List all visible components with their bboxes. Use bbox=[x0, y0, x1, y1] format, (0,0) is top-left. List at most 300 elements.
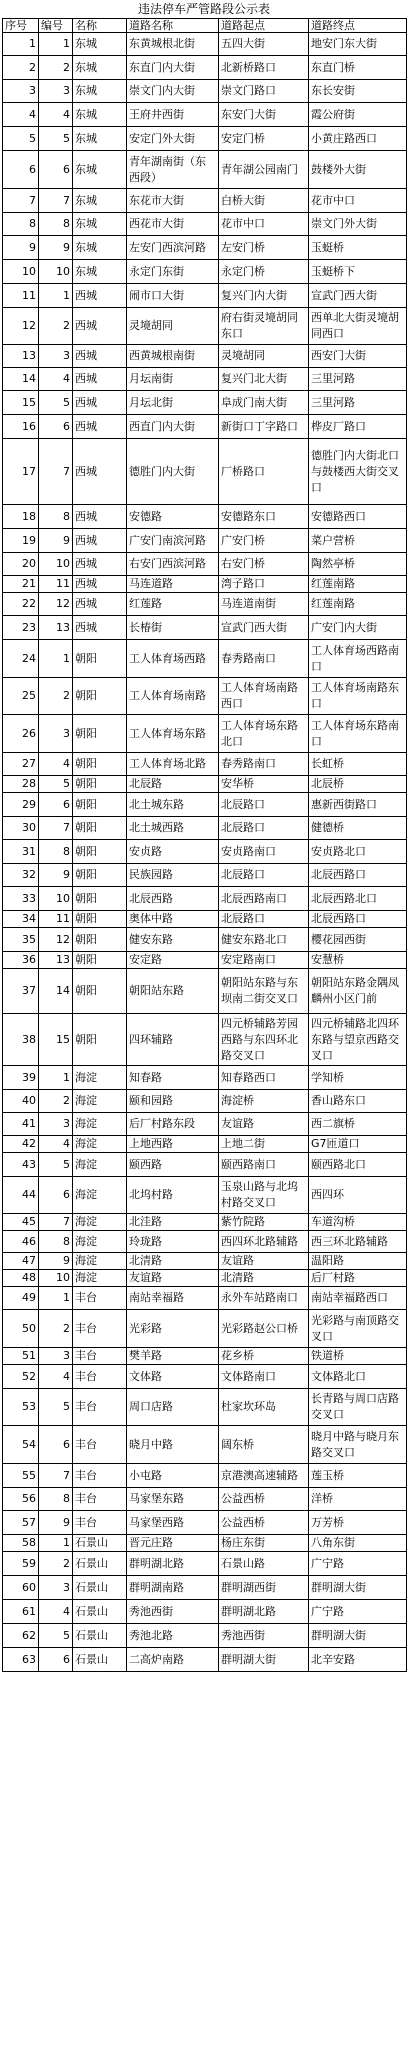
cell-no: 9 bbox=[39, 529, 73, 553]
cell-start: 四元桥辅路芳园西路与东四环北路交叉口 bbox=[219, 1014, 309, 1066]
cell-road: 二高炉南路 bbox=[127, 1648, 219, 1672]
cell-district: 石景山 bbox=[73, 1624, 127, 1648]
cell-end: 工人体育场东路南口 bbox=[309, 715, 407, 753]
cell-end: 北辛安路 bbox=[309, 1648, 407, 1672]
cell-seq: 14 bbox=[3, 368, 39, 391]
table-row bbox=[3, 213, 407, 236]
cell-end: 万芳桥 bbox=[309, 1511, 407, 1535]
cell-end: 四元桥辅路北四环东路与望京西路交叉口 bbox=[309, 1014, 407, 1066]
cell-road: 群明湖南路 bbox=[127, 1576, 219, 1600]
cell-no: 8 bbox=[39, 840, 73, 864]
cell-start: 东安门大街 bbox=[219, 103, 309, 127]
cell-end: 莲玉桥 bbox=[309, 1464, 407, 1488]
cell-seq: 31 bbox=[3, 840, 39, 864]
cell-no: 8 bbox=[39, 1488, 73, 1511]
cell-start: 湾子路口 bbox=[219, 576, 309, 593]
cell-start: 马连道南街 bbox=[219, 593, 309, 616]
cell-no: 10 bbox=[39, 887, 73, 911]
cell-start: 上地二街 bbox=[219, 1136, 309, 1153]
cell-road: 颐西路 bbox=[127, 1153, 219, 1177]
cell-start: 海淀桥 bbox=[219, 1090, 309, 1113]
table-row bbox=[3, 1287, 407, 1310]
table-row bbox=[3, 1253, 407, 1270]
cell-start: 复兴门北大街 bbox=[219, 368, 309, 391]
cell-district: 东城 bbox=[73, 260, 127, 284]
cell-district: 西城 bbox=[73, 593, 127, 616]
cell-start: 工人体育场南路西口 bbox=[219, 678, 309, 715]
cell-district: 丰台 bbox=[73, 1365, 127, 1389]
table-row bbox=[3, 1270, 407, 1287]
table-row bbox=[3, 1426, 407, 1464]
cell-road: 东黄城根北街 bbox=[127, 33, 219, 56]
page bbox=[2, 0, 406, 1672]
table-row bbox=[3, 1090, 407, 1113]
cell-seq: 19 bbox=[3, 529, 39, 553]
cell-road: 群明湖北路 bbox=[127, 1552, 219, 1576]
cell-end: 南站幸福路西口 bbox=[309, 1287, 407, 1310]
cell-road: 友谊路 bbox=[127, 1270, 219, 1287]
table-row bbox=[3, 576, 407, 593]
cell-road: 北土城西路 bbox=[127, 817, 219, 840]
cell-end: 花市中口 bbox=[309, 189, 407, 213]
table-row bbox=[3, 1552, 407, 1576]
cell-district: 西城 bbox=[73, 616, 127, 640]
cell-seq: 41 bbox=[3, 1113, 39, 1136]
cell-no: 6 bbox=[39, 1177, 73, 1214]
cell-end: 北辰西路北口 bbox=[309, 887, 407, 911]
cell-road: 红莲路 bbox=[127, 593, 219, 616]
cell-road: 左安门西滨河路 bbox=[127, 236, 219, 260]
cell-end: 玉蜓桥下 bbox=[309, 260, 407, 284]
cell-district: 海淀 bbox=[73, 1113, 127, 1136]
cell-end: 群明湖大街 bbox=[309, 1576, 407, 1600]
cell-no: 6 bbox=[39, 415, 73, 439]
cell-start: 永定门桥 bbox=[219, 260, 309, 284]
table-body bbox=[3, 33, 407, 1672]
cell-district: 海淀 bbox=[73, 1231, 127, 1253]
cell-start: 新街口丁字路口 bbox=[219, 415, 309, 439]
cell-district: 朝阳 bbox=[73, 715, 127, 753]
cell-district: 朝阳 bbox=[73, 640, 127, 678]
cell-start: 北辰路口 bbox=[219, 817, 309, 840]
table-row bbox=[3, 1113, 407, 1136]
cell-district: 朝阳 bbox=[73, 1014, 127, 1066]
table-row bbox=[3, 1511, 407, 1535]
table-row bbox=[3, 1136, 407, 1153]
cell-no: 1 bbox=[39, 284, 73, 308]
cell-end: 铁道桥 bbox=[309, 1348, 407, 1365]
cell-seq: 8 bbox=[3, 213, 39, 236]
cell-district: 丰台 bbox=[73, 1389, 127, 1426]
table-row bbox=[3, 887, 407, 911]
cell-district: 丰台 bbox=[73, 1488, 127, 1511]
cell-district: 西城 bbox=[73, 576, 127, 593]
cell-no: 8 bbox=[39, 213, 73, 236]
cell-seq: 52 bbox=[3, 1365, 39, 1389]
table-row bbox=[3, 553, 407, 576]
table-row bbox=[3, 415, 407, 439]
cell-seq: 11 bbox=[3, 284, 39, 308]
cell-seq: 50 bbox=[3, 1310, 39, 1348]
cell-district: 丰台 bbox=[73, 1348, 127, 1365]
table-row bbox=[3, 776, 407, 793]
cell-district: 石景山 bbox=[73, 1648, 127, 1672]
cell-start: 朝阳站东路与东坝南二街交叉口 bbox=[219, 969, 309, 1014]
cell-no: 11 bbox=[39, 576, 73, 593]
table-row bbox=[3, 1214, 407, 1231]
cell-end: 惠新西街路口 bbox=[309, 793, 407, 817]
cell-seq: 60 bbox=[3, 1576, 39, 1600]
table-row bbox=[3, 1348, 407, 1365]
table-row bbox=[3, 1389, 407, 1426]
cell-start: 安定路南口 bbox=[219, 952, 309, 969]
cell-seq: 25 bbox=[3, 678, 39, 715]
cell-start: 北辰西路南口 bbox=[219, 887, 309, 911]
cell-district: 东城 bbox=[73, 56, 127, 80]
cell-end: 温阳路 bbox=[309, 1253, 407, 1270]
cell-seq: 40 bbox=[3, 1090, 39, 1113]
cell-road: 晓月中路 bbox=[127, 1426, 219, 1464]
cell-no: 4 bbox=[39, 368, 73, 391]
cell-seq: 17 bbox=[3, 439, 39, 505]
cell-district: 西城 bbox=[73, 391, 127, 415]
cell-seq: 5 bbox=[3, 127, 39, 151]
cell-start: 紫竹院路 bbox=[219, 1214, 309, 1231]
cell-start: 秀池西街 bbox=[219, 1624, 309, 1648]
table-title: 违法停车严管路段公示表 bbox=[137, 2, 270, 16]
cell-seq: 9 bbox=[3, 236, 39, 260]
cell-end: 北辰桥 bbox=[309, 776, 407, 793]
cell-end: 桦皮厂路口 bbox=[309, 415, 407, 439]
table-row bbox=[3, 345, 407, 368]
cell-end: 西四环 bbox=[309, 1177, 407, 1214]
cell-district: 海淀 bbox=[73, 1066, 127, 1090]
table-row bbox=[3, 969, 407, 1014]
cell-district: 海淀 bbox=[73, 1253, 127, 1270]
cell-start: 永外车站路南口 bbox=[219, 1287, 309, 1310]
header-no: 编号 bbox=[39, 19, 73, 33]
cell-district: 东城 bbox=[73, 189, 127, 213]
cell-district: 朝阳 bbox=[73, 864, 127, 887]
cell-start: 花市中口 bbox=[219, 213, 309, 236]
cell-seq: 7 bbox=[3, 189, 39, 213]
header-road: 道路名称 bbox=[127, 19, 219, 33]
cell-start: 杜家坎环岛 bbox=[219, 1389, 309, 1426]
table-row bbox=[3, 928, 407, 952]
cell-road: 西直门内大街 bbox=[127, 415, 219, 439]
cell-start: 公益西桥 bbox=[219, 1488, 309, 1511]
table-row bbox=[3, 1464, 407, 1488]
table-row bbox=[3, 793, 407, 817]
cell-end: 红莲南路 bbox=[309, 576, 407, 593]
cell-no: 10 bbox=[39, 260, 73, 284]
cell-seq: 45 bbox=[3, 1214, 39, 1231]
table-row bbox=[3, 1177, 407, 1214]
cell-district: 海淀 bbox=[73, 1214, 127, 1231]
cell-end: 宣武门西大街 bbox=[309, 284, 407, 308]
cell-seq: 36 bbox=[3, 952, 39, 969]
cell-road: 马连道路 bbox=[127, 576, 219, 593]
cell-district: 石景山 bbox=[73, 1535, 127, 1552]
cell-district: 西城 bbox=[73, 505, 127, 529]
table-row bbox=[3, 616, 407, 640]
cell-no: 4 bbox=[39, 1136, 73, 1153]
cell-no: 7 bbox=[39, 439, 73, 505]
cell-road: 健安东路 bbox=[127, 928, 219, 952]
table-row bbox=[3, 308, 407, 345]
table-row bbox=[3, 1014, 407, 1066]
header-start: 道路起点 bbox=[219, 19, 309, 33]
cell-seq: 34 bbox=[3, 911, 39, 928]
cell-start: 五四大街 bbox=[219, 33, 309, 56]
cell-no: 8 bbox=[39, 505, 73, 529]
cell-seq: 53 bbox=[3, 1389, 39, 1426]
cell-seq: 13 bbox=[3, 345, 39, 368]
cell-no: 3 bbox=[39, 345, 73, 368]
cell-no: 14 bbox=[39, 969, 73, 1014]
cell-road: 奥体中路 bbox=[127, 911, 219, 928]
cell-road: 安贞路 bbox=[127, 840, 219, 864]
cell-no: 7 bbox=[39, 189, 73, 213]
cell-end: 安德路西口 bbox=[309, 505, 407, 529]
cell-no: 4 bbox=[39, 1600, 73, 1624]
table-row bbox=[3, 260, 407, 284]
table-row bbox=[3, 284, 407, 308]
table-row bbox=[3, 864, 407, 887]
cell-no: 5 bbox=[39, 1153, 73, 1177]
table-row bbox=[3, 817, 407, 840]
cell-end: 车道沟桥 bbox=[309, 1214, 407, 1231]
cell-no: 10 bbox=[39, 1270, 73, 1287]
cell-road: 闹市口大街 bbox=[127, 284, 219, 308]
table-row bbox=[3, 236, 407, 260]
cell-district: 东城 bbox=[73, 236, 127, 260]
cell-start: 花乡桥 bbox=[219, 1348, 309, 1365]
cell-no: 2 bbox=[39, 308, 73, 345]
cell-seq: 1 bbox=[3, 33, 39, 56]
cell-road: 南站幸福路 bbox=[127, 1287, 219, 1310]
cell-end: 颐西路北口 bbox=[309, 1153, 407, 1177]
cell-district: 丰台 bbox=[73, 1287, 127, 1310]
cell-start: 安贞路南口 bbox=[219, 840, 309, 864]
cell-end: 晓月中路与晓月东路交叉口 bbox=[309, 1426, 407, 1464]
cell-district: 海淀 bbox=[73, 1177, 127, 1214]
cell-start: 工人体育场东路北口 bbox=[219, 715, 309, 753]
table-row bbox=[3, 678, 407, 715]
header-row bbox=[3, 19, 407, 33]
cell-start: 北辰路口 bbox=[219, 864, 309, 887]
cell-end: 西二旗桥 bbox=[309, 1113, 407, 1136]
cell-no: 13 bbox=[39, 616, 73, 640]
cell-seq: 46 bbox=[3, 1231, 39, 1253]
cell-road: 四环辅路 bbox=[127, 1014, 219, 1066]
cell-road: 文体路 bbox=[127, 1365, 219, 1389]
cell-district: 朝阳 bbox=[73, 793, 127, 817]
cell-start: 玉泉山路与北坞村路交叉口 bbox=[219, 1177, 309, 1214]
cell-seq: 23 bbox=[3, 616, 39, 640]
cell-no: 7 bbox=[39, 1464, 73, 1488]
cell-seq: 59 bbox=[3, 1552, 39, 1576]
cell-end: 红莲南路 bbox=[309, 593, 407, 616]
cell-end: G7匝道口 bbox=[309, 1136, 407, 1153]
cell-end: 三里河路 bbox=[309, 368, 407, 391]
cell-no: 7 bbox=[39, 1214, 73, 1231]
cell-start: 友谊路 bbox=[219, 1253, 309, 1270]
cell-end: 广安门内大街 bbox=[309, 616, 407, 640]
cell-end: 菜户营桥 bbox=[309, 529, 407, 553]
cell-end: 广宁路 bbox=[309, 1552, 407, 1576]
header-district: 名称 bbox=[73, 19, 127, 33]
cell-no: 4 bbox=[39, 753, 73, 776]
cell-district: 朝阳 bbox=[73, 776, 127, 793]
cell-seq: 6 bbox=[3, 151, 39, 189]
cell-end: 西单北大街灵境胡同西口 bbox=[309, 308, 407, 345]
cell-end: 健德桥 bbox=[309, 817, 407, 840]
cell-end: 广宁路 bbox=[309, 1600, 407, 1624]
cell-end: 长虹桥 bbox=[309, 753, 407, 776]
cell-seq: 29 bbox=[3, 793, 39, 817]
cell-district: 朝阳 bbox=[73, 840, 127, 864]
cell-road: 北洼路 bbox=[127, 1214, 219, 1231]
cell-end: 工人体育场西路南口 bbox=[309, 640, 407, 678]
cell-road: 安定门外大街 bbox=[127, 127, 219, 151]
cell-start: 群明湖大街 bbox=[219, 1648, 309, 1672]
cell-end: 安贞路北口 bbox=[309, 840, 407, 864]
cell-seq: 37 bbox=[3, 969, 39, 1014]
cell-district: 朝阳 bbox=[73, 928, 127, 952]
cell-no: 2 bbox=[39, 678, 73, 715]
cell-district: 海淀 bbox=[73, 1270, 127, 1287]
cell-end: 东直门桥 bbox=[309, 56, 407, 80]
cell-district: 朝阳 bbox=[73, 678, 127, 715]
cell-seq: 61 bbox=[3, 1600, 39, 1624]
cell-no: 2 bbox=[39, 56, 73, 80]
cell-no: 5 bbox=[39, 127, 73, 151]
table-row bbox=[3, 593, 407, 616]
cell-road: 安德路 bbox=[127, 505, 219, 529]
cell-start: 灵境胡同 bbox=[219, 345, 309, 368]
cell-seq: 3 bbox=[3, 80, 39, 103]
cell-no: 9 bbox=[39, 1253, 73, 1270]
cell-seq: 63 bbox=[3, 1648, 39, 1672]
cell-end: 霞公府街 bbox=[309, 103, 407, 127]
cell-seq: 16 bbox=[3, 415, 39, 439]
cell-start: 颐西路南口 bbox=[219, 1153, 309, 1177]
cell-end: 洋桥 bbox=[309, 1488, 407, 1511]
cell-district: 海淀 bbox=[73, 1153, 127, 1177]
cell-road: 灵境胡同 bbox=[127, 308, 219, 345]
cell-start: 杨庄东街 bbox=[219, 1535, 309, 1552]
cell-no: 5 bbox=[39, 776, 73, 793]
cell-road: 工人体育场东路 bbox=[127, 715, 219, 753]
cell-seq: 4 bbox=[3, 103, 39, 127]
cell-road: 工人体育场西路 bbox=[127, 640, 219, 678]
cell-start: 崇文门路口 bbox=[219, 80, 309, 103]
table-row bbox=[3, 1066, 407, 1090]
table-row bbox=[3, 80, 407, 103]
cell-end: 西安门大街 bbox=[309, 345, 407, 368]
cell-start: 北辰路口 bbox=[219, 793, 309, 817]
table-row bbox=[3, 189, 407, 213]
cell-start: 文体路南口 bbox=[219, 1365, 309, 1389]
cell-end: 光彩路与南顶路交叉口 bbox=[309, 1310, 407, 1348]
cell-seq: 38 bbox=[3, 1014, 39, 1066]
cell-seq: 62 bbox=[3, 1624, 39, 1648]
cell-district: 东城 bbox=[73, 127, 127, 151]
cell-road: 秀池北路 bbox=[127, 1624, 219, 1648]
cell-start: 青年湖公园南门 bbox=[219, 151, 309, 189]
cell-road: 长椿街 bbox=[127, 616, 219, 640]
cell-district: 西城 bbox=[73, 368, 127, 391]
cell-start: 安德路东口 bbox=[219, 505, 309, 529]
cell-end: 北辰西路口 bbox=[309, 911, 407, 928]
cell-road: 秀池西街 bbox=[127, 1600, 219, 1624]
table-row bbox=[3, 1488, 407, 1511]
cell-district: 西城 bbox=[73, 553, 127, 576]
cell-seq: 12 bbox=[3, 308, 39, 345]
cell-no: 3 bbox=[39, 1348, 73, 1365]
table-row bbox=[3, 127, 407, 151]
cell-road: 朝阳站东路 bbox=[127, 969, 219, 1014]
cell-district: 丰台 bbox=[73, 1310, 127, 1348]
cell-district: 东城 bbox=[73, 80, 127, 103]
cell-no: 2 bbox=[39, 1310, 73, 1348]
cell-district: 西城 bbox=[73, 529, 127, 553]
cell-seq: 44 bbox=[3, 1177, 39, 1214]
cell-end: 西三环北路辅路 bbox=[309, 1231, 407, 1253]
cell-no: 5 bbox=[39, 1389, 73, 1426]
cell-start: 健安东路北口 bbox=[219, 928, 309, 952]
cell-start: 群明湖北路 bbox=[219, 1600, 309, 1624]
cell-district: 石景山 bbox=[73, 1576, 127, 1600]
cell-no: 6 bbox=[39, 1426, 73, 1464]
cell-start: 石景山路 bbox=[219, 1552, 309, 1576]
cell-road: 东花市大街 bbox=[127, 189, 219, 213]
cell-district: 东城 bbox=[73, 33, 127, 56]
cell-road: 西黄城根南街 bbox=[127, 345, 219, 368]
cell-end: 朝阳站东路金隅凤麟州小区门前 bbox=[309, 969, 407, 1014]
cell-road: 知春路 bbox=[127, 1066, 219, 1090]
cell-no: 2 bbox=[39, 1552, 73, 1576]
cell-road: 玲珑路 bbox=[127, 1231, 219, 1253]
table-row bbox=[3, 1231, 407, 1253]
cell-road: 右安门西滨河路 bbox=[127, 553, 219, 576]
cell-seq: 43 bbox=[3, 1153, 39, 1177]
cell-no: 10 bbox=[39, 553, 73, 576]
cell-start: 厂桥路口 bbox=[219, 439, 309, 505]
table-row bbox=[3, 952, 407, 969]
cell-end: 学知桥 bbox=[309, 1066, 407, 1090]
cell-seq: 57 bbox=[3, 1511, 39, 1535]
cell-no: 3 bbox=[39, 1576, 73, 1600]
no-parking-road-table bbox=[2, 18, 407, 1672]
cell-district: 海淀 bbox=[73, 1090, 127, 1113]
cell-district: 丰台 bbox=[73, 1426, 127, 1464]
cell-district: 丰台 bbox=[73, 1464, 127, 1488]
cell-seq: 48 bbox=[3, 1270, 39, 1287]
cell-road: 广安门南滨河路 bbox=[127, 529, 219, 553]
cell-seq: 58 bbox=[3, 1535, 39, 1552]
cell-district: 石景山 bbox=[73, 1552, 127, 1576]
cell-end: 三里河路 bbox=[309, 391, 407, 415]
cell-road: 周口店路 bbox=[127, 1389, 219, 1426]
cell-road: 西花市大街 bbox=[127, 213, 219, 236]
cell-no: 11 bbox=[39, 911, 73, 928]
cell-end: 崇文门外大街 bbox=[309, 213, 407, 236]
cell-district: 东城 bbox=[73, 103, 127, 127]
cell-seq: 28 bbox=[3, 776, 39, 793]
cell-road: 马家堡东路 bbox=[127, 1488, 219, 1511]
